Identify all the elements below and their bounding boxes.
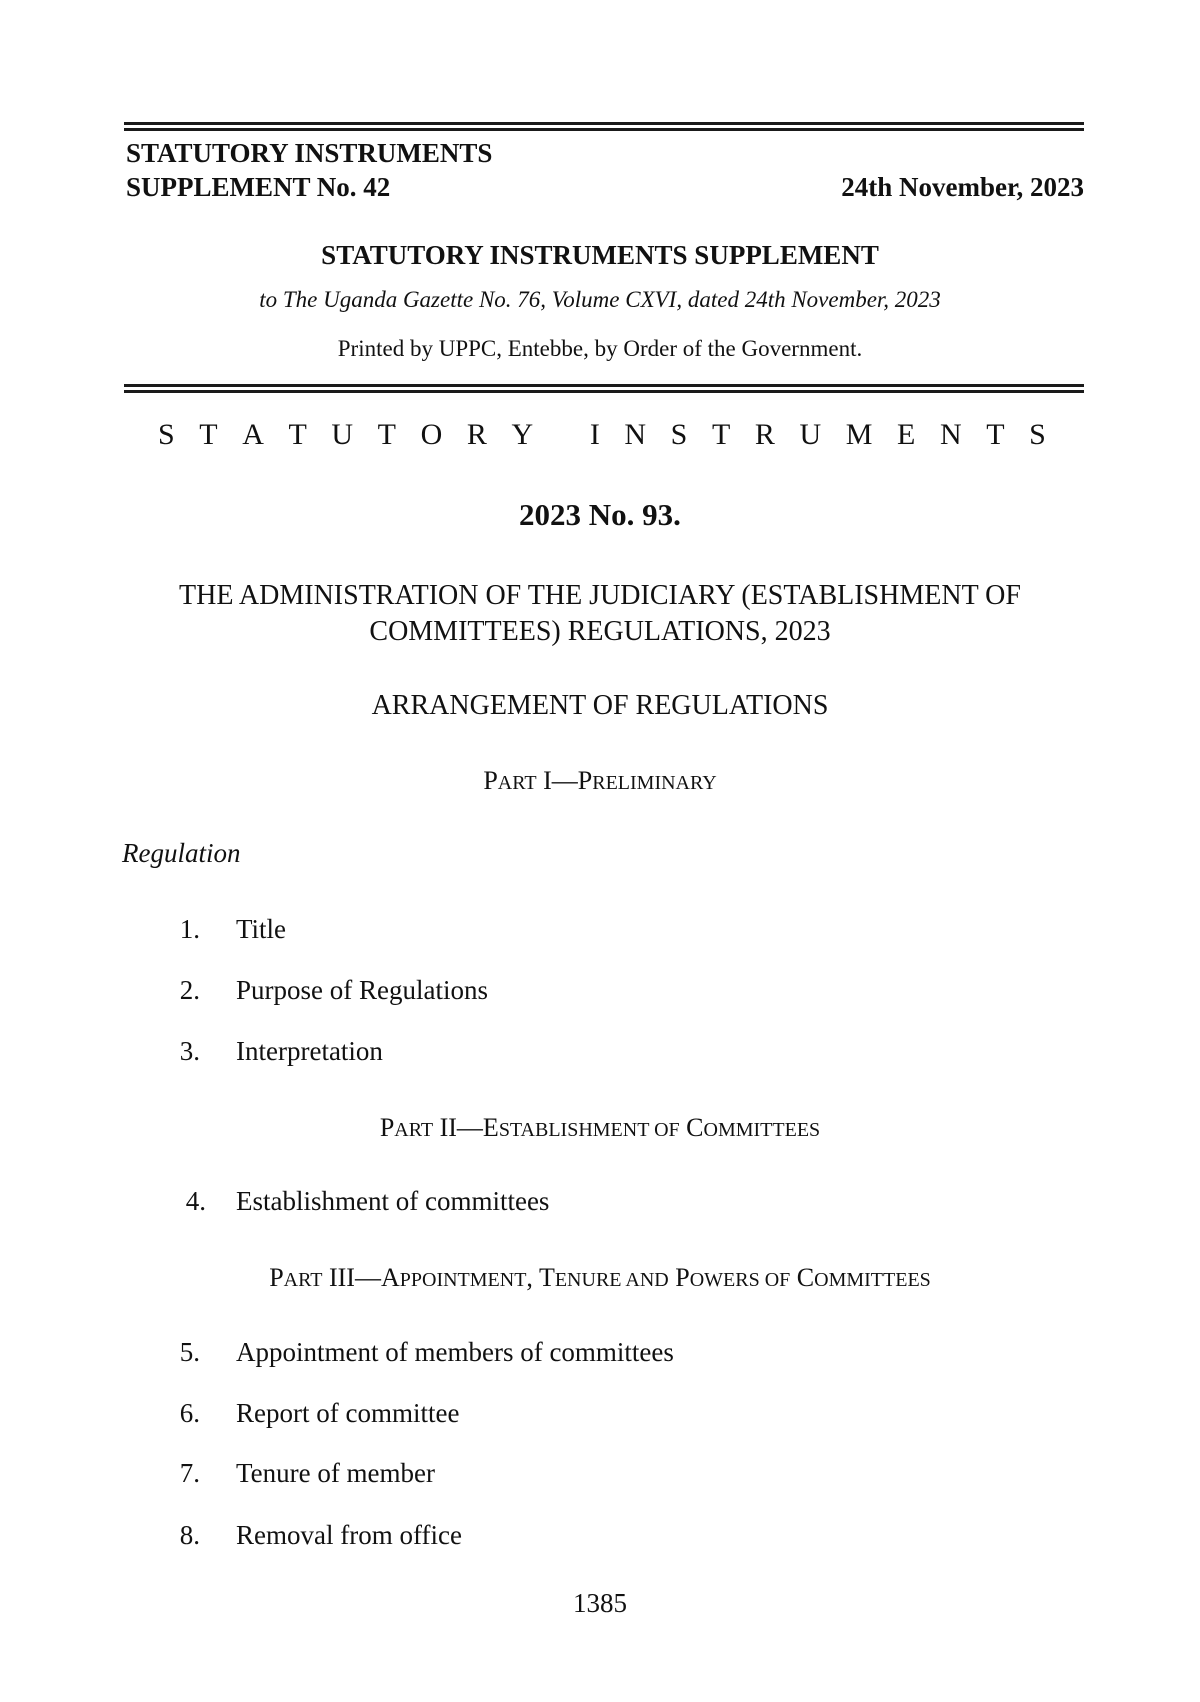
top-double-rule <box>124 122 1084 131</box>
toc-item-number: 1. <box>179 914 200 944</box>
toc-item-title: Report of committee <box>236 1398 460 1428</box>
toc-item-number: 3. <box>179 1036 200 1066</box>
toc-item-title: Interpretation <box>236 1036 383 1066</box>
part-heading-3: PART III—APPOINTMENT, TENURE AND POWERS OF COMMITTEES <box>269 1263 931 1292</box>
header-supplement-number: SUPPLEMENT No. 42 <box>126 172 391 202</box>
regulations-title-line1: THE ADMINISTRATION OF THE JUDICIARY (ESTABLISHMENT OF <box>179 580 1021 611</box>
part-heading-2: PART II—ESTABLISHMENT OF COMMITTEES <box>379 1113 821 1142</box>
part-heading-1: PART I—PRELIMINARY <box>483 766 717 795</box>
toc-item-title: Tenure of member <box>236 1458 436 1488</box>
toc-item-number: 5. <box>179 1337 200 1367</box>
bottom-double-rule <box>124 384 1084 393</box>
toc-item-number: 2. <box>179 975 200 1005</box>
printed-by-line: Printed by UPPC, Entebbe, by Order of the Government. <box>337 336 863 361</box>
toc-item-number: 7. <box>179 1458 200 1488</box>
toc-item-number: 4. <box>185 1186 206 1216</box>
toc-item-title: Purpose of Regulations <box>236 975 488 1005</box>
toc-item-title: Establishment of committees <box>236 1186 550 1216</box>
toc-item-number: 8. <box>179 1520 200 1550</box>
page-number: 1385 <box>573 1588 627 1618</box>
regulations-title-line2: COMMITTEES) REGULATIONS, 2023 <box>369 616 831 647</box>
gazette-reference: to The Uganda Gazette No. 76, Volume CXVI, dated 24th November, 2023 <box>259 287 941 312</box>
supplement-title: STATUTORY INSTRUMENTS SUPPLEMENT <box>321 240 879 270</box>
instrument-number: 2023 No. 93. <box>519 497 681 532</box>
header-line1: STATUTORY INSTRUMENTS <box>126 138 493 168</box>
statutory-instruments-banner: S T A T U T O R Y I N S T R U M E N T S <box>158 418 1046 451</box>
toc-item-number: 6. <box>179 1398 200 1428</box>
toc-item-title: Removal from office <box>236 1520 462 1550</box>
toc-item-title: Appointment of members of committees <box>236 1337 674 1367</box>
arrangement-heading: ARRANGEMENT OF REGULATIONS <box>371 690 829 721</box>
regulation-label: Regulation <box>122 838 241 868</box>
header-date: 24th November, 2023 <box>841 172 1084 202</box>
toc-item-title: Title <box>236 914 287 944</box>
